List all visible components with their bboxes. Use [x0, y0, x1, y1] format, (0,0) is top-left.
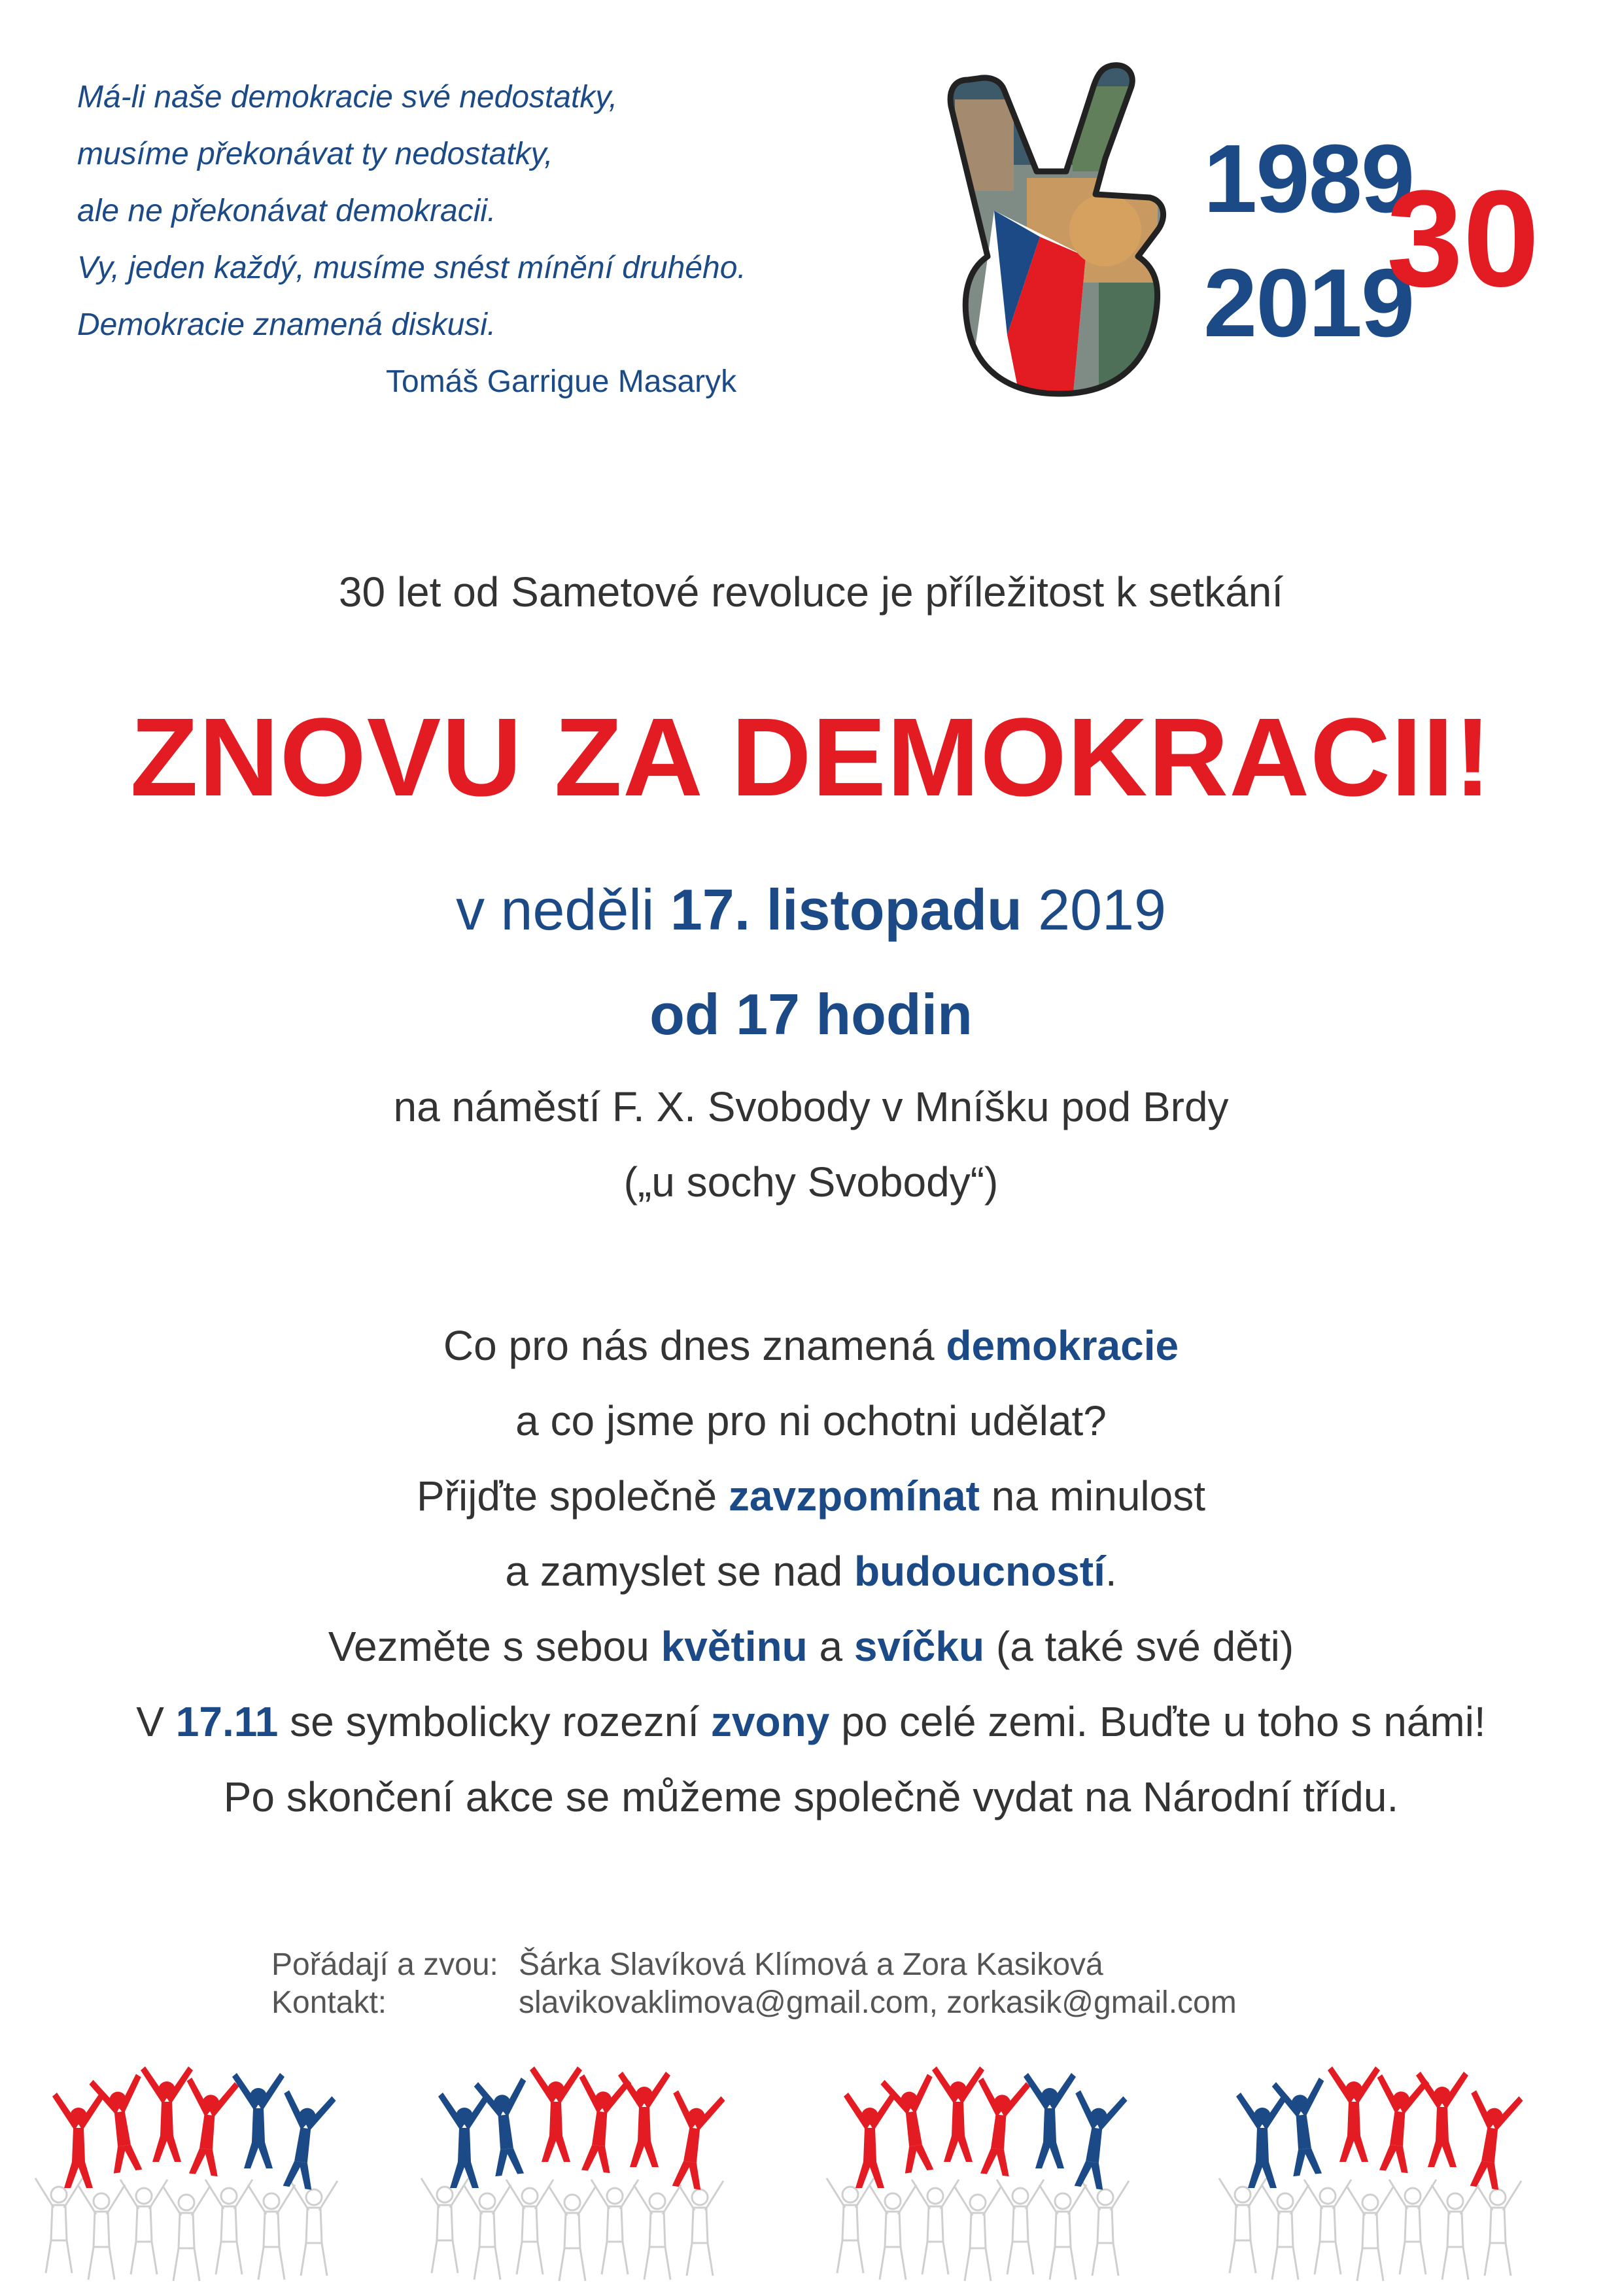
cheering-people-icon	[35, 2066, 337, 2281]
highlight-word: květinu	[661, 1623, 808, 1670]
contact-value: slavikovaklimova@gmail.com, zorkasik@gmail.com	[519, 1985, 1237, 2020]
logo-year-start: 1989	[1203, 125, 1414, 233]
text-segment: V	[136, 1698, 176, 1745]
text-segment: po celé zemi. Buďte u toho s námi!	[829, 1698, 1486, 1745]
text-segment: a co jsme pro ni ochotni udělat?	[515, 1397, 1107, 1444]
logo-anniversary: 30	[1387, 162, 1540, 315]
organizers-value: Šárka Slavíková Klímová a Zora Kasiková	[519, 1947, 1103, 1982]
text-segment: (a také své děti)	[984, 1623, 1294, 1670]
date-year: 2019	[1022, 877, 1166, 942]
masaryk-quote	[77, 69, 849, 410]
text-segment: Vezměte s sebou	[328, 1623, 661, 1670]
event-date	[0, 877, 1622, 943]
text-line	[0, 1459, 1622, 1534]
text-segment: se symbolicky rozezní	[278, 1698, 711, 1745]
text-line	[0, 1609, 1622, 1684]
text-segment: Co pro nás dnes znamená	[443, 1322, 946, 1369]
text-line	[0, 1684, 1622, 1760]
highlight-word: zavzpomínat	[728, 1472, 980, 1520]
anniversary-logo	[1197, 118, 1589, 357]
organizers-footer	[271, 1946, 1237, 2022]
highlight-word: demokracie	[946, 1322, 1179, 1369]
highlight-word: 17.11	[175, 1698, 279, 1745]
logo-year-end: 2019	[1203, 249, 1414, 357]
cheering-people-icon	[421, 2066, 725, 2281]
text-line	[0, 1383, 1622, 1459]
organizers-label: Pořádají a zvou:	[271, 1947, 498, 1982]
text-segment: na minulost	[979, 1472, 1206, 1520]
event-time: od 17 hodin	[649, 982, 973, 1047]
intro-text: 30 let od Sametové revoluce je příležitost k setkání	[338, 568, 1284, 616]
date-prefix: v neděli	[456, 877, 670, 942]
cheering-people-icon	[827, 2066, 1129, 2281]
text-line	[0, 1308, 1622, 1383]
text-segment: Přijďte společně	[416, 1472, 729, 1520]
highlight-word: svíčku	[854, 1623, 985, 1670]
quote-line: Vy, jeden každý, musíme snést mínění druhého.	[77, 251, 746, 285]
contact-label: Kontakt:	[271, 1985, 387, 2020]
organizers-row	[271, 1946, 1237, 1984]
cheering-people-strip	[26, 2064, 1596, 2293]
highlight-word: zvony	[710, 1698, 830, 1745]
quote-line: ale ne překonávat demokracii.	[77, 194, 496, 228]
quote-line: Má-li naše demokracie své nedostatky,	[77, 80, 618, 114]
victory-hand-icon	[942, 60, 1177, 400]
date-day: 17. listopadu	[670, 877, 1022, 942]
quote-line: musíme překonávat ty nedostatky,	[77, 137, 553, 171]
text-segment: a	[807, 1623, 854, 1670]
text-segment: .	[1105, 1548, 1117, 1595]
cheering-people-icon	[1219, 2066, 1523, 2281]
event-place: na náměstí F. X. Svobody v Mníšku pod Brdy	[393, 1083, 1229, 1130]
text-line	[0, 1534, 1622, 1609]
quote-author: Tomáš Garrigue Masaryk	[386, 364, 737, 399]
quote-line: Demokracie znamená diskusi.	[77, 307, 496, 342]
invitation-text	[0, 1308, 1622, 1835]
page-title: ZNOVU ZA DEMOKRACII!	[130, 695, 1492, 820]
text-segment: a zamyslet se nad	[505, 1548, 854, 1595]
event-place-note: („u sochy Svobody“)	[623, 1158, 999, 1206]
contact-row	[271, 1984, 1237, 2022]
text-line	[0, 1760, 1622, 1835]
highlight-word: budoucností	[854, 1548, 1105, 1595]
text-segment: Po skončení akce se můžeme společně vydat na Národní třídu.	[223, 1773, 1399, 1820]
